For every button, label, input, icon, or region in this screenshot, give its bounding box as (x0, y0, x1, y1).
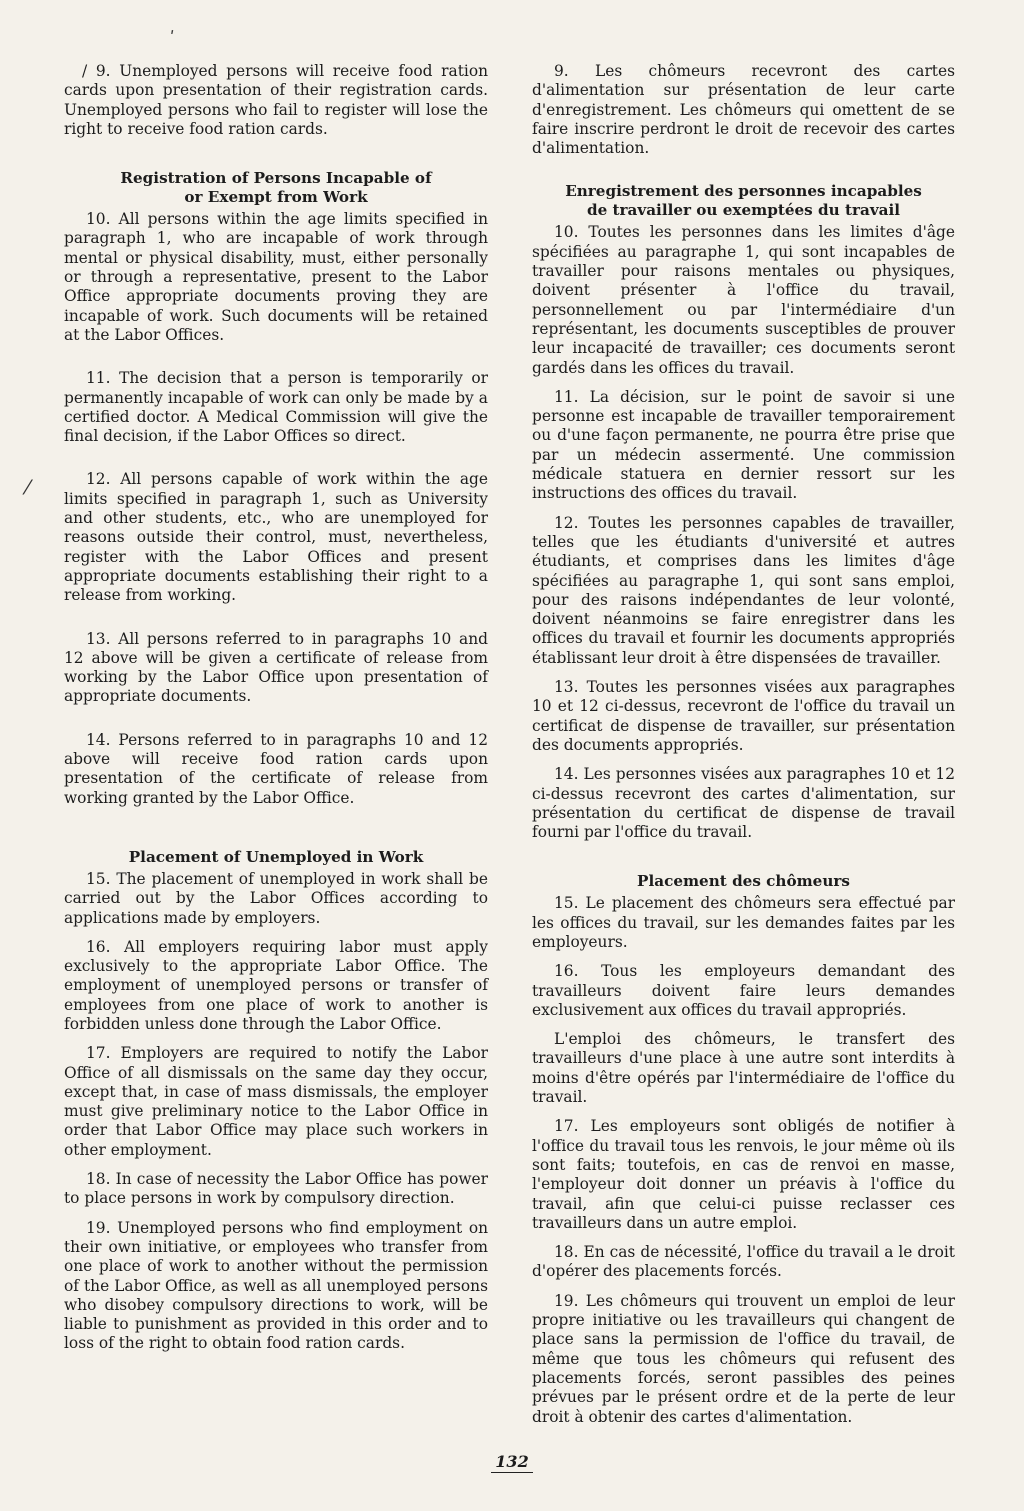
fr-paragraph-13: 13. Toutes les personnes visées aux paragraphes 10 et 12 ci-dessus, recevront de l'office du travail un certificat de dispense de travailler, sur présentation des documents appropriés. (532, 678, 955, 754)
fr-paragraph-11: 11. La décision, sur le point de savoir si une personne est incapable de travailler temporairement ou d'une façon permanente, ne pourra être prise que par un médecin assermenté. Une commission médicale statuera en dernier ressort sur les instructions des offices du travail. (532, 387, 955, 503)
fr-paragraph-9: 9. Les chômeurs recevront des cartes d'alimentation sur présentation de leur carte d'enregistrement. Les chômeurs qui omettent de se faire inscrire perdront le droit de recevoir des cartes d'alimentation. (532, 62, 955, 158)
fr-paragraph-19: 19. Les chômeurs qui trouvent un emploi de leur propre initiative ou les travailleurs qui changent de place sans la permission de l'office du travail, de même que tous les chômeurs qui refusent des placements forcés, seront passibles des peines prévues par le présent ordre et de la perte de leur droit à obtenir des cartes d'alimentation. (532, 1291, 955, 1426)
en-paragraph-14: 14. Persons referred to in paragraphs 10 and 12 above will receive food ration cards upon presentation of the certificate of release from working granted by the Labor Office. (64, 730, 488, 807)
en-paragraph-11: 11. The decision that a person is temporarily or permanently incapable of work can only be made by a certified doctor. A Medical Commission will give the final decision, if the Labor Offices so direct. (64, 369, 488, 446)
fr-paragraph-15: 15. Le placement des chômeurs sera effectué par les offices du travail, sur les demandes faites par les employeurs. (532, 894, 955, 951)
en-paragraph-15: 15. The placement of unemployed in work shall be carried out by the Labor Offices according to applications made by employers. (64, 869, 488, 927)
fr-paragraph-14: 14. Les personnes visées aux paragraphes 10 et 12 ci-dessus recevront des cartes d'alimentation, sur présentation du certificat de dispense de travail fourni par l'office du travail. (532, 765, 955, 842)
en-paragraph-19: 19. Unemployed persons who find employment on their own initiative, or employees who transfer from one place of work to another without the permission of the Labor Office, as well as all unemployed persons who disobey compulsory directions to work, will be liable to punishment as provided in this order and to loss of the right to obtain food ration cards. (64, 1218, 488, 1353)
margin-mark: ⁄ (26, 475, 30, 499)
en-paragraph-18: 18. In case of necessity the Labor Office has power to place persons in work by compulsory direction. (64, 1170, 488, 1208)
fr-paragraph-17: 17. Les employeurs sont obligés de notifier à l'office du travail tous les renvois, le jour même où ils sont faits; toutefois, en cas de renvoi en masse, l'employeur doit donner un préavis à l'office du travail, afin que celui-ci puisse reclasser ces travailleurs dans un autre emploi. (532, 1117, 955, 1232)
en-paragraph-10: 10. All persons within the age limits specified in paragraph 1, who are incapable of work through mental or physical disability, must, either personally or through a representative, present to the Labor Office appropriate documents proving they are incapable of work. Such documents will be retained at the Labor Offices. (64, 210, 488, 344)
fr-paragraph-18: 18. En cas de nécessité, l'office du travail a le droit d'opérer des placements forcés. (532, 1243, 955, 1281)
en-heading-registration: Registration of Persons Incapable of or Exempt from Work (120, 169, 432, 207)
fr-paragraph-16-continued: L'emploi des chômeurs, le transfert des travailleurs d'une place à une autre sont interdits à moins d'être opérés par l'intermédiaire de l'office du travail. (532, 1030, 955, 1107)
english-column (64, 62, 488, 1364)
fr-heading-registration: Enregistrement des personnes incapables de travailler ou exemptées du travail (565, 182, 922, 220)
page-number: 132 (0, 1452, 1024, 1471)
en-paragraph-12: 12. All persons capable of work within the age limits specified in paragraph 1, such as University and other students, etc., who are unemployed for reasons outside their control, must, nevertheless, register with the Labor Offices and present appropriate documents establishing their right to a release from working. (64, 470, 488, 605)
en-paragraph-16: 16. All employers requiring labor must apply exclusively to the appropriate Labor Office. The employment of unemployed persons or transfer of employees from one place of work to another is forbidden unless done through the Labor Office. (64, 937, 488, 1033)
fr-paragraph-16: 16. Tous les employeurs demandant des travailleurs doivent faire leurs demandes exclusivement aux offices du travail appropriés. (532, 962, 955, 1019)
french-column (532, 62, 955, 1437)
en-heading-placement: Placement of Unemployed in Work (128, 847, 424, 866)
fr-paragraph-10: 10. Toutes les personnes dans les limites d'âge spécifiées au paragraphe 1, qui sont incapables de travailler pour raisons mentales ou physiques, doivent présenter à l'office du travail, personnellement ou par l'intermédiaire d'un représentant, les documents susceptibles de prouver leur incapacité de travailler; ces documents seront gardés dans les offices du travail. (532, 223, 955, 377)
en-paragraph-9: / 9. Unemployed persons will receive food ration cards upon presentation of their registration cards. Unemployed persons who fail to register will lose the right to receive food ration cards. (64, 62, 488, 138)
en-paragraph-17: 17. Employers are required to notify the Labor Office of all dismissals on the same day they occur, except that, in case of mass dismissals, the employer must give preliminary notice to the Labor Office in order that Labor Office may place such workers in other employment. (64, 1044, 488, 1159)
en-paragraph-13: 13. All persons referred to in paragraphs 10 and 12 above will be given a certificate of release from working by the Labor Office upon presentation of appropriate documents. (64, 629, 488, 706)
stray-mark: ʹ (170, 28, 175, 47)
fr-paragraph-12: 12. Toutes les personnes capables de travailler, telles que les étudiants d'université et autres étudiants, et comprises dans les limites d'âge spécifiées au paragraphe 1, qui sont sans emploi, pour des raisons indépendantes de leur volonté, doivent néanmoins se faire enregistrer dans les offices du travail et fournir les documents appropriés établissant leur droit à être dispensées de travailler. (532, 513, 955, 667)
fr-heading-placement: Placement des chômeurs (637, 872, 850, 891)
